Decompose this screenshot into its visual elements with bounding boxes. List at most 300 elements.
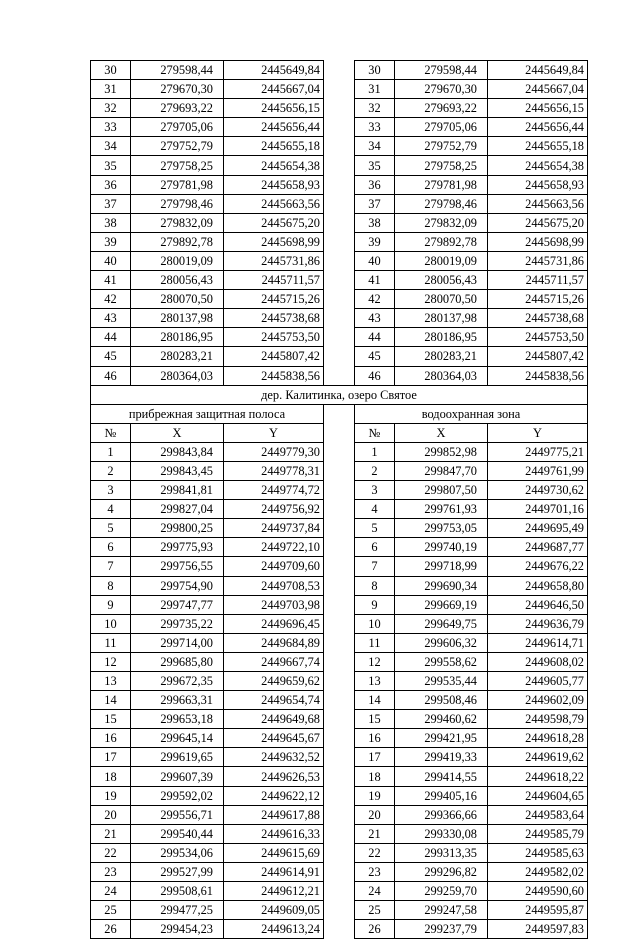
right-point-number: 15 — [355, 710, 395, 729]
left-y-value: 2449779,30 — [224, 442, 324, 461]
left-point-number: 19 — [91, 786, 131, 805]
gap-cell — [324, 691, 355, 710]
right-x-value: 280070,50 — [395, 290, 488, 309]
table-row — [91, 251, 588, 270]
left-point-number: 35 — [91, 156, 131, 175]
left-x-value: 299775,93 — [131, 538, 224, 557]
left-y-value: 2449616,33 — [224, 824, 324, 843]
left-point-number: 13 — [91, 672, 131, 691]
left-y-value: 2449654,74 — [224, 691, 324, 710]
right-point-number: 34 — [355, 137, 395, 156]
gap-cell — [324, 843, 355, 862]
right-point-number: 31 — [355, 80, 395, 99]
left-point-number: 44 — [91, 328, 131, 347]
table-row — [91, 901, 588, 920]
left-point-number: 45 — [91, 347, 131, 366]
right-x-value: 299259,70 — [395, 882, 488, 901]
coordinates-table — [90, 60, 588, 939]
right-x-value: 299414,55 — [395, 767, 488, 786]
left-x-value: 299454,23 — [131, 920, 224, 939]
right-point-number: 6 — [355, 538, 395, 557]
gap-cell — [324, 557, 355, 576]
left-y-value: 2445663,56 — [224, 194, 324, 213]
right-x-value: 299669,19 — [395, 595, 488, 614]
left-x-value: 299800,25 — [131, 519, 224, 538]
right-x-value: 299718,99 — [395, 557, 488, 576]
right-y-value: 2445656,15 — [488, 99, 588, 118]
table-row — [91, 672, 588, 691]
left-point-number: 24 — [91, 882, 131, 901]
right-point-number: 40 — [355, 251, 395, 270]
left-y-value: 2445715,26 — [224, 290, 324, 309]
right-point-number: 19 — [355, 786, 395, 805]
left-y-value: 2449613,24 — [224, 920, 324, 939]
left-x-value: 279892,78 — [131, 232, 224, 251]
left-x-value: 299747,77 — [131, 595, 224, 614]
left-x-value: 299756,55 — [131, 557, 224, 576]
right-x-value: 299460,62 — [395, 710, 488, 729]
left-y-value: 2449667,74 — [224, 652, 324, 671]
left-point-number: 23 — [91, 862, 131, 881]
right-point-number: 11 — [355, 633, 395, 652]
table-row — [91, 710, 588, 729]
right-y-value: 2445655,18 — [488, 137, 588, 156]
right-x-value: 299296,82 — [395, 862, 488, 881]
table-row — [91, 519, 588, 538]
right-x-value: 299558,62 — [395, 652, 488, 671]
left-point-number: 1 — [91, 442, 131, 461]
right-point-number: 36 — [355, 175, 395, 194]
right-point-number: 42 — [355, 290, 395, 309]
right-y-value: 2445715,26 — [488, 290, 588, 309]
gap-cell — [324, 805, 355, 824]
table-row — [91, 481, 588, 500]
left-x-value: 299843,45 — [131, 461, 224, 480]
gap-cell — [324, 156, 355, 175]
right-point-number: 44 — [355, 328, 395, 347]
left-point-number: 10 — [91, 614, 131, 633]
left-point-number: 31 — [91, 80, 131, 99]
right-point-number: 8 — [355, 576, 395, 595]
right-y-value: 2445838,56 — [488, 366, 588, 385]
right-point-number: 7 — [355, 557, 395, 576]
right-point-number: 12 — [355, 652, 395, 671]
left-point-number: 3 — [91, 481, 131, 500]
gap-cell — [324, 347, 355, 366]
left-point-number: 11 — [91, 633, 131, 652]
gap-cell — [324, 99, 355, 118]
left-x-value: 280056,43 — [131, 271, 224, 290]
left-y-value: 2445655,18 — [224, 137, 324, 156]
right-y-value: 2449597,83 — [488, 920, 588, 939]
left-x-value: 279832,09 — [131, 213, 224, 232]
gap-cell — [324, 729, 355, 748]
gap-cell — [324, 251, 355, 270]
right-y-value: 2445667,04 — [488, 80, 588, 99]
left-y-value: 2449737,84 — [224, 519, 324, 538]
right-x-value: 299847,70 — [395, 461, 488, 480]
left-y-value: 2445656,44 — [224, 118, 324, 137]
table-row — [91, 118, 588, 137]
right-x-value: 299649,75 — [395, 614, 488, 633]
left-point-number: 7 — [91, 557, 131, 576]
right-y-value: 2449619,62 — [488, 748, 588, 767]
left-x-value: 299527,99 — [131, 862, 224, 881]
right-x-value: 279832,09 — [395, 213, 488, 232]
right-y-value: 2449595,87 — [488, 901, 588, 920]
right-x-value: 279705,06 — [395, 118, 488, 137]
right-x-value: 280056,43 — [395, 271, 488, 290]
right-y-value: 2445807,42 — [488, 347, 588, 366]
left-y-value: 2445711,57 — [224, 271, 324, 290]
table-row — [91, 557, 588, 576]
right-y-value: 2449602,09 — [488, 691, 588, 710]
right-y-value: 2445658,93 — [488, 175, 588, 194]
left-x-value: 299714,00 — [131, 633, 224, 652]
right-point-number: 13 — [355, 672, 395, 691]
left-x-value: 279705,06 — [131, 118, 224, 137]
left-point-number: 22 — [91, 843, 131, 862]
right-point-number: 46 — [355, 366, 395, 385]
left-point-number: 39 — [91, 232, 131, 251]
table-row — [91, 843, 588, 862]
left-y-value: 2449696,45 — [224, 614, 324, 633]
right-y-value: 2445654,38 — [488, 156, 588, 175]
right-y-value: 2449604,65 — [488, 786, 588, 805]
table-row — [91, 137, 588, 156]
right-y-value: 2445738,68 — [488, 309, 588, 328]
left-point-number: 5 — [91, 519, 131, 538]
table-row — [91, 748, 588, 767]
right-point-number: 14 — [355, 691, 395, 710]
table-row — [91, 175, 588, 194]
right-point-number: 23 — [355, 862, 395, 881]
right-x-value: 279758,25 — [395, 156, 488, 175]
gap-cell — [324, 423, 355, 442]
left-y-value: 2449774,72 — [224, 481, 324, 500]
right-x-value: 299535,44 — [395, 672, 488, 691]
table-row — [91, 614, 588, 633]
table-row — [91, 862, 588, 881]
left-point-number: 18 — [91, 767, 131, 786]
left-y-value: 2445675,20 — [224, 213, 324, 232]
left-point-number: 30 — [91, 61, 131, 80]
left-point-number: 9 — [91, 595, 131, 614]
table-row — [91, 213, 588, 232]
right-x-value: 279798,46 — [395, 194, 488, 213]
left-point-number: 36 — [91, 175, 131, 194]
right-y-value: 2449775,21 — [488, 442, 588, 461]
table-row — [91, 595, 588, 614]
right-col-x-header: X — [395, 423, 488, 442]
right-y-value: 2449598,79 — [488, 710, 588, 729]
right-y-value: 2445711,57 — [488, 271, 588, 290]
left-x-value: 280137,98 — [131, 309, 224, 328]
right-point-number: 22 — [355, 843, 395, 862]
right-x-value: 299740,19 — [395, 538, 488, 557]
right-x-value: 280364,03 — [395, 366, 488, 385]
left-point-number: 2 — [91, 461, 131, 480]
left-y-value: 2449609,05 — [224, 901, 324, 920]
table-row — [91, 500, 588, 519]
gap-cell — [324, 366, 355, 385]
left-point-number: 16 — [91, 729, 131, 748]
left-y-value: 2449778,31 — [224, 461, 324, 480]
right-col-num-header: № — [355, 423, 395, 442]
section-header — [91, 385, 588, 442]
gap-cell — [324, 328, 355, 347]
right-point-number: 38 — [355, 213, 395, 232]
gap-cell — [324, 500, 355, 519]
gap-cell — [324, 80, 355, 99]
right-y-value: 2449636,79 — [488, 614, 588, 633]
right-y-value: 2445656,44 — [488, 118, 588, 137]
left-point-number: 43 — [91, 309, 131, 328]
left-y-value: 2445738,68 — [224, 309, 324, 328]
right-y-value: 2449583,64 — [488, 805, 588, 824]
gap-cell — [324, 595, 355, 614]
left-point-number: 12 — [91, 652, 131, 671]
left-point-number: 37 — [91, 194, 131, 213]
table-row — [91, 652, 588, 671]
gap-cell — [324, 748, 355, 767]
left-y-value: 2449659,62 — [224, 672, 324, 691]
left-x-value: 279670,30 — [131, 80, 224, 99]
right-point-number: 17 — [355, 748, 395, 767]
left-x-value: 280364,03 — [131, 366, 224, 385]
right-point-number: 21 — [355, 824, 395, 843]
table-row — [91, 461, 588, 480]
left-x-value: 299556,71 — [131, 805, 224, 824]
right-zone-title: водоохранная зона — [355, 404, 588, 423]
table-row — [91, 824, 588, 843]
upper-rows — [91, 61, 588, 386]
left-x-value: 299645,14 — [131, 729, 224, 748]
table-row — [91, 80, 588, 99]
right-point-number: 5 — [355, 519, 395, 538]
left-x-value: 280283,21 — [131, 347, 224, 366]
left-y-value: 2449708,53 — [224, 576, 324, 595]
right-x-value: 299807,50 — [395, 481, 488, 500]
left-point-number: 15 — [91, 710, 131, 729]
left-x-value: 299540,44 — [131, 824, 224, 843]
left-y-value: 2449684,89 — [224, 633, 324, 652]
left-y-value: 2445649,84 — [224, 61, 324, 80]
gap-cell — [324, 481, 355, 500]
right-x-value: 299247,58 — [395, 901, 488, 920]
gap-cell — [324, 175, 355, 194]
right-x-value: 299421,95 — [395, 729, 488, 748]
left-y-value: 2449617,88 — [224, 805, 324, 824]
left-point-number: 20 — [91, 805, 131, 824]
left-point-number: 42 — [91, 290, 131, 309]
left-y-value: 2449622,12 — [224, 786, 324, 805]
gap-cell — [324, 633, 355, 652]
right-point-number: 24 — [355, 882, 395, 901]
right-y-value: 2449687,77 — [488, 538, 588, 557]
left-point-number: 40 — [91, 251, 131, 270]
gap-cell — [324, 404, 355, 423]
left-y-value: 2449722,10 — [224, 538, 324, 557]
table-row — [91, 442, 588, 461]
left-point-number: 26 — [91, 920, 131, 939]
left-x-value: 279798,46 — [131, 194, 224, 213]
gap-cell — [324, 652, 355, 671]
table-row — [91, 99, 588, 118]
left-x-value: 299841,81 — [131, 481, 224, 500]
gap-cell — [324, 519, 355, 538]
right-x-value: 280283,21 — [395, 347, 488, 366]
right-y-value: 2449676,22 — [488, 557, 588, 576]
section-title: дер. Калитинка, озеро Святое — [91, 385, 588, 404]
table-row — [91, 366, 588, 385]
right-y-value: 2449605,77 — [488, 672, 588, 691]
right-y-value: 2449585,63 — [488, 843, 588, 862]
right-y-value: 2449658,80 — [488, 576, 588, 595]
right-y-value: 2449730,62 — [488, 481, 588, 500]
right-point-number: 4 — [355, 500, 395, 519]
table-row — [91, 290, 588, 309]
table-row — [91, 156, 588, 175]
table-row — [91, 805, 588, 824]
right-x-value: 279752,79 — [395, 137, 488, 156]
right-x-value: 299419,33 — [395, 748, 488, 767]
right-y-value: 2445753,50 — [488, 328, 588, 347]
table-row — [91, 576, 588, 595]
gap-cell — [324, 672, 355, 691]
table-row — [91, 309, 588, 328]
left-x-value: 279693,22 — [131, 99, 224, 118]
right-x-value: 299313,35 — [395, 843, 488, 862]
right-point-number: 1 — [355, 442, 395, 461]
right-y-value: 2449590,60 — [488, 882, 588, 901]
right-x-value: 279693,22 — [395, 99, 488, 118]
table-row — [91, 232, 588, 251]
gap-cell — [324, 194, 355, 213]
gap-cell — [324, 309, 355, 328]
right-y-value: 2445649,84 — [488, 61, 588, 80]
table-row — [91, 729, 588, 748]
left-y-value: 2445658,93 — [224, 175, 324, 194]
left-y-value: 2449626,53 — [224, 767, 324, 786]
lower-rows — [91, 442, 588, 938]
table-row — [91, 633, 588, 652]
left-x-value: 299735,22 — [131, 614, 224, 633]
left-x-value: 280070,50 — [131, 290, 224, 309]
gap-cell — [324, 118, 355, 137]
left-point-number: 38 — [91, 213, 131, 232]
left-x-value: 299592,02 — [131, 786, 224, 805]
left-col-y-header: Y — [224, 423, 324, 442]
table-row — [91, 271, 588, 290]
right-y-value: 2449695,49 — [488, 519, 588, 538]
left-x-value: 279781,98 — [131, 175, 224, 194]
gap-cell — [324, 901, 355, 920]
left-y-value: 2449649,68 — [224, 710, 324, 729]
gap-cell — [324, 920, 355, 939]
left-x-value: 280019,09 — [131, 251, 224, 270]
right-x-value: 299690,34 — [395, 576, 488, 595]
gap-cell — [324, 61, 355, 80]
table-row — [91, 61, 588, 80]
gap-cell — [324, 710, 355, 729]
right-x-value: 299852,98 — [395, 442, 488, 461]
left-y-value: 2449645,67 — [224, 729, 324, 748]
left-x-value: 299508,61 — [131, 882, 224, 901]
table-row — [91, 194, 588, 213]
gap-cell — [324, 576, 355, 595]
left-point-number: 33 — [91, 118, 131, 137]
left-point-number: 4 — [91, 500, 131, 519]
right-y-value: 2445663,56 — [488, 194, 588, 213]
left-point-number: 41 — [91, 271, 131, 290]
left-zone-title: прибрежная защитная полоса — [91, 404, 324, 423]
gap-cell — [324, 882, 355, 901]
right-y-value: 2449614,71 — [488, 633, 588, 652]
left-point-number: 21 — [91, 824, 131, 843]
left-y-value: 2449615,69 — [224, 843, 324, 862]
right-point-number: 2 — [355, 461, 395, 480]
gap-cell — [324, 442, 355, 461]
left-y-value: 2445654,38 — [224, 156, 324, 175]
left-y-value: 2445667,04 — [224, 80, 324, 99]
table-row — [91, 786, 588, 805]
right-point-number: 10 — [355, 614, 395, 633]
right-y-value: 2449618,28 — [488, 729, 588, 748]
left-y-value: 2445753,50 — [224, 328, 324, 347]
right-y-value: 2449585,79 — [488, 824, 588, 843]
right-point-number: 41 — [355, 271, 395, 290]
left-x-value: 279758,25 — [131, 156, 224, 175]
gap-cell — [324, 614, 355, 633]
gap-cell — [324, 461, 355, 480]
left-y-value: 2449612,21 — [224, 882, 324, 901]
right-y-value: 2449608,02 — [488, 652, 588, 671]
right-x-value: 280019,09 — [395, 251, 488, 270]
left-y-value: 2445807,42 — [224, 347, 324, 366]
left-x-value: 299477,25 — [131, 901, 224, 920]
left-col-num-header: № — [91, 423, 131, 442]
left-point-number: 32 — [91, 99, 131, 118]
right-x-value: 299508,46 — [395, 691, 488, 710]
right-y-value: 2449646,50 — [488, 595, 588, 614]
right-y-value: 2445731,86 — [488, 251, 588, 270]
right-x-value: 299761,93 — [395, 500, 488, 519]
right-point-number: 43 — [355, 309, 395, 328]
right-point-number: 35 — [355, 156, 395, 175]
right-y-value: 2449582,02 — [488, 862, 588, 881]
right-y-value: 2445698,99 — [488, 232, 588, 251]
left-x-value: 299754,90 — [131, 576, 224, 595]
left-point-number: 6 — [91, 538, 131, 557]
right-point-number: 18 — [355, 767, 395, 786]
left-x-value: 279598,44 — [131, 61, 224, 80]
right-point-number: 45 — [355, 347, 395, 366]
right-point-number: 33 — [355, 118, 395, 137]
right-point-number: 3 — [355, 481, 395, 500]
right-x-value: 299606,32 — [395, 633, 488, 652]
left-y-value: 2449709,60 — [224, 557, 324, 576]
right-point-number: 9 — [355, 595, 395, 614]
right-x-value: 299330,08 — [395, 824, 488, 843]
left-y-value: 2449756,92 — [224, 500, 324, 519]
left-y-value: 2445656,15 — [224, 99, 324, 118]
right-point-number: 32 — [355, 99, 395, 118]
left-x-value: 299534,06 — [131, 843, 224, 862]
left-y-value: 2449614,91 — [224, 862, 324, 881]
right-y-value: 2449618,22 — [488, 767, 588, 786]
gap-cell — [324, 786, 355, 805]
